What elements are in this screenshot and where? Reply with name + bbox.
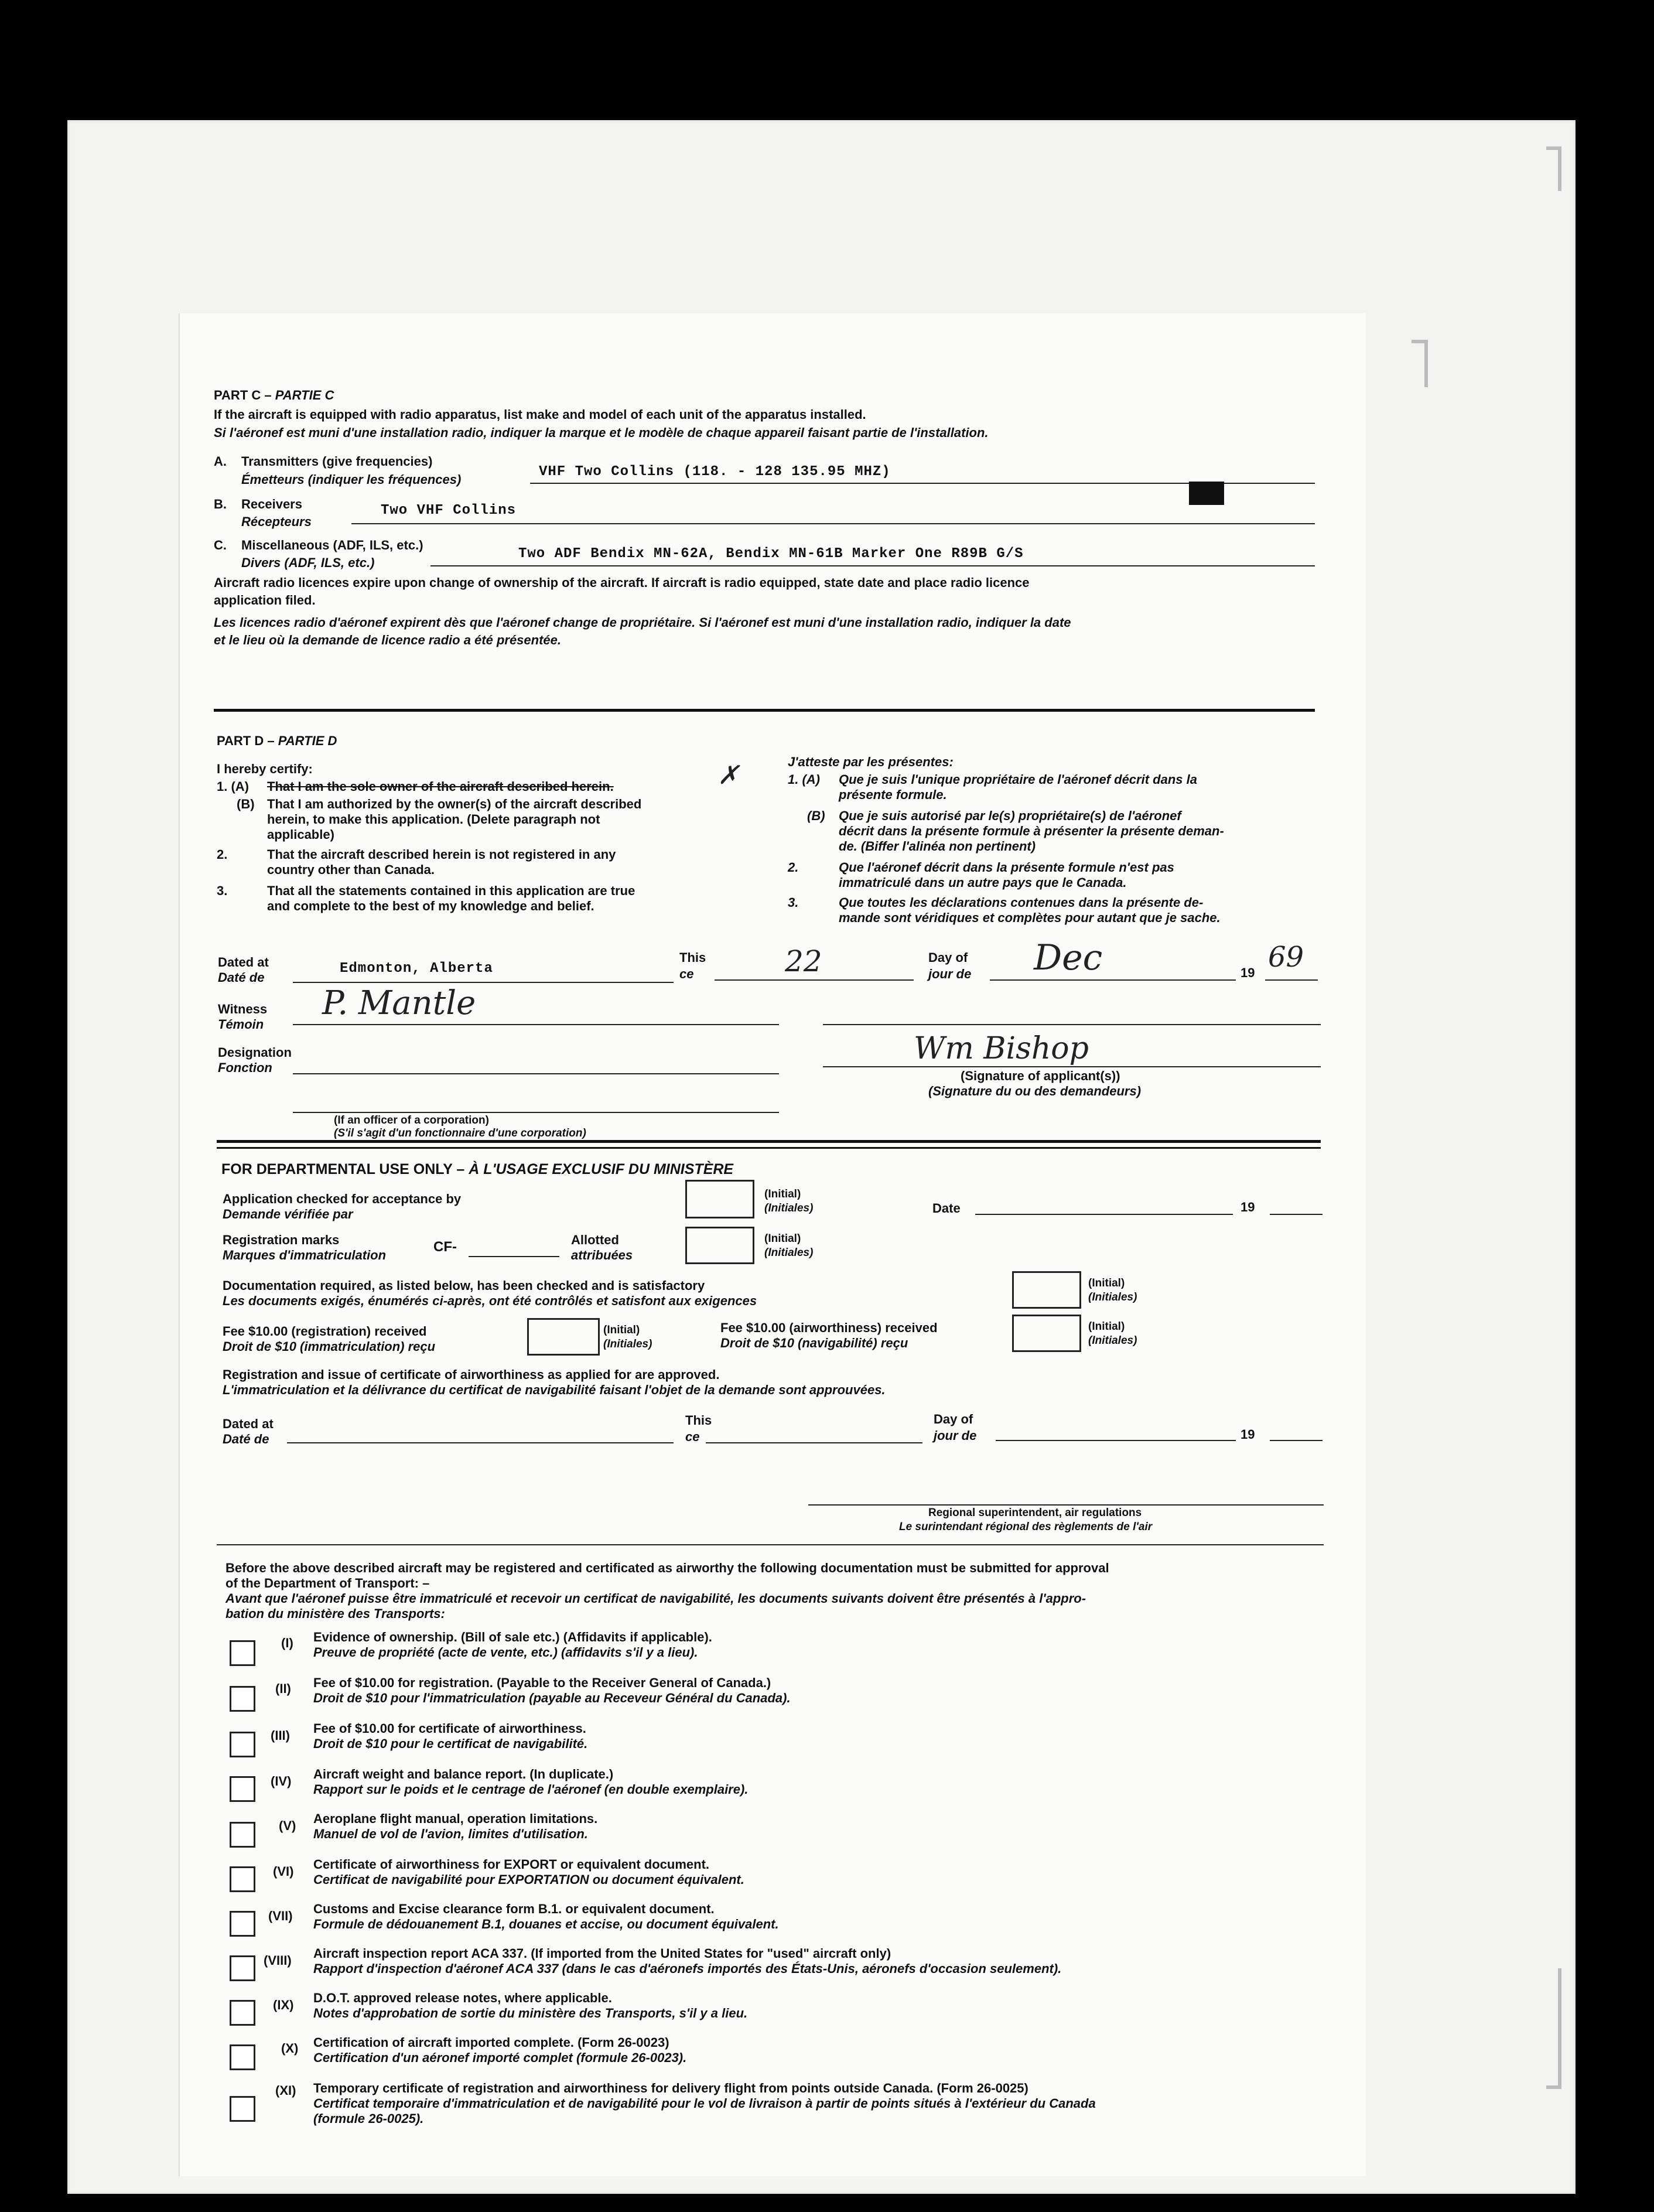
fee-reg-initial-en: (Initial)	[603, 1324, 640, 1336]
day-field[interactable]: 22	[785, 944, 822, 978]
departmental-divider	[217, 1544, 1324, 1545]
designation-line	[293, 1073, 779, 1074]
dated-at-line	[293, 982, 674, 983]
doc-item-6-fr: Certificat de navigabilité pour EXPORTATION ou document équivalent.	[313, 1872, 744, 1887]
docs-label-en: Documentation required, as listed below, has been checked and is satisfactory	[223, 1278, 705, 1293]
reg-marks-label-en: Registration marks	[223, 1233, 340, 1247]
part-c-b-label-fr: Récepteurs	[241, 514, 312, 529]
doc-item-10-fr: Certification d'un aéronef importé complet (formule 26-0023).	[313, 2050, 687, 2065]
doc-item-8-num: (VIII)	[264, 1953, 292, 1968]
month-line	[990, 979, 1236, 981]
checkbox-item-9[interactable]	[230, 2000, 255, 2026]
approval-fr: L'immatriculation et la délivrance du certificat de navigabilité faisant l'objet de la demande sont approuvées.	[223, 1383, 886, 1397]
signature-caption-en: (Signature of applicant(s))	[961, 1069, 1120, 1083]
documentation-intro-en-2: of the Department of Transport: –	[225, 1576, 430, 1590]
checked-label-en: Application checked for acceptance by	[223, 1192, 462, 1206]
doc-item-1-num: (I)	[281, 1636, 293, 1650]
day-of-label-fr: jour de	[928, 967, 972, 981]
fee-reg-label-en: Fee $10.00 (registration) received	[223, 1324, 427, 1339]
part-c-a-label-en: Transmitters (give frequencies)	[241, 454, 433, 469]
fee-air-label-en: Fee $10.00 (airworthiness) received	[720, 1320, 938, 1335]
en-2-num: 2.	[217, 847, 228, 862]
signature-caption-fr: (Signature du ou des demandeurs)	[928, 1084, 1142, 1098]
fr-1b-num: (B)	[807, 808, 825, 823]
doc-item-7-fr: Formule de dédouanement B.1, douanes et accise, ou document équivalent.	[313, 1917, 779, 1931]
dept-day-line	[706, 1442, 922, 1443]
dept-day-of-fr: jour de	[934, 1428, 977, 1443]
part-d-heading: PART D – PARTIE D	[217, 733, 337, 748]
doc-item-7-en: Customs and Excise clearance form B.1. or equivalent document.	[313, 1902, 715, 1916]
receivers-line	[351, 523, 1315, 524]
approval-en: Registration and issue of certificate of airworthiness as applied for are approved.	[223, 1367, 720, 1382]
this-label-fr: ce	[679, 967, 694, 981]
doc-item-8-fr: Rapport d'inspection d'aéronef ACA 337 (dans le cas d'aéronefs importés des États-Unis, aéronefs d'occasion seulement).	[313, 1961, 1062, 1976]
certify-fr: J'atteste par les présentes:	[788, 755, 954, 769]
en-1b-num: (B)	[237, 797, 255, 811]
checkbox-item-4[interactable]	[230, 1776, 255, 1802]
fr-1a-num: 1. (A)	[788, 772, 820, 787]
fee-reg-initial-fr: (Initiales)	[603, 1338, 652, 1350]
docs-label-fr: Les documents exigés, énumérés ci-après, ont été contrôlés et satisfont aux exigences	[223, 1293, 757, 1308]
part-c-heading: PART C – PARTIE C	[214, 388, 334, 402]
en-3-num: 3.	[217, 883, 228, 898]
checkbox-item-7[interactable]	[230, 1911, 255, 1937]
receivers-field[interactable]: Two VHF Collins	[381, 503, 517, 518]
fr-1a-2: présente formule.	[839, 787, 947, 802]
part-d-divider-1	[217, 1140, 1321, 1143]
en-1b-3: applicable)	[267, 827, 334, 842]
designation-label-en: Designation	[218, 1045, 292, 1060]
doc-item-4-fr: Rapport sur le poids et le centrage de l'aéronef (en double exemplaire).	[313, 1782, 749, 1797]
bracket-mark-top-right	[1546, 146, 1561, 191]
doc-item-3-en: Fee of $10.00 for certificate of airworthiness.	[313, 1721, 586, 1736]
en-1a-num: 1. (A)	[217, 779, 249, 794]
doc-item-3-fr: Droit de $10 pour le certificat de navigabilité.	[313, 1736, 588, 1751]
fee-air-initial-fr: (Initiales)	[1088, 1334, 1137, 1347]
fee-reg-label-fr: Droit de $10 (immatriculation) reçu	[223, 1339, 436, 1354]
docs-initial-fr: (Initiales)	[1088, 1291, 1137, 1303]
checked-initial-box[interactable]	[685, 1180, 754, 1218]
doc-item-11-num: (XI)	[275, 2083, 296, 2098]
fr-3-2: mande sont véridiques et complètes pour autant que je sache.	[839, 910, 1221, 925]
en-3-1: That all the statements contained in this application are true	[267, 883, 635, 898]
allotted-initial-en: (Initial)	[764, 1233, 801, 1245]
miscellaneous-field[interactable]: Two ADF Bendix MN-62A, Bendix MN-61B Marker One R89B G/S	[518, 546, 1024, 562]
dept-month-line	[996, 1440, 1236, 1441]
part-c-a-label-fr: Émetteurs (indiquer les fréquences)	[241, 472, 462, 487]
en-1b-2: herein, to make this application. (Delete paragraph not	[267, 812, 600, 827]
doc-item-11-fr-2: (formule 26-0025).	[313, 2111, 424, 2126]
checkbox-item-2[interactable]	[230, 1686, 255, 1712]
part-c-divider	[214, 709, 1315, 712]
part-c-a-letter: A.	[214, 454, 227, 469]
applicant-line-2	[823, 1066, 1321, 1067]
allotted-initial-fr: (Initiales)	[764, 1247, 814, 1259]
superintendent-caption-fr: Le surintendant régional des règlements de l'air	[899, 1521, 1153, 1533]
part-c-intro-fr: Si l'aéronef est muni d'une installation radio, indiquer la marque et le modèle de chaque appareil faisant partie de l'installation.	[214, 425, 989, 440]
designation-label-fr: Fonction	[218, 1060, 272, 1075]
allotted-initial-box[interactable]	[685, 1227, 754, 1264]
part-c-c-label-fr: Divers (ADF, ILS, etc.)	[241, 555, 375, 570]
officer-caption-fr: (S'il s'agit d'un fonctionnaire d'une corporation)	[334, 1127, 586, 1139]
checkbox-item-5[interactable]	[230, 1822, 255, 1848]
documentation-intro-fr-1: Avant que l'aéronef puisse être immatriculé et recevoir un certificat de navigabilité, les documents suivants doivent être présentés à l'appro-	[225, 1591, 1086, 1606]
doc-item-1-en: Evidence of ownership. (Bill of sale etc.) (Affidavits if applicable).	[313, 1630, 712, 1644]
checkbox-item-10[interactable]	[230, 2044, 255, 2070]
transmitters-field[interactable]: VHF Two Collins (118. - 128 135.95 MHZ)	[539, 464, 891, 480]
fee-air-label-fr: Droit de $10 (navigabilité) reçu	[720, 1336, 908, 1350]
doc-item-10-en: Certification of aircraft imported complete. (Form 26-0023)	[313, 2035, 669, 2050]
fr-3-1: Que toutes les déclarations contenues dans la présente de-	[839, 895, 1204, 910]
applicant-line-1	[823, 1024, 1321, 1025]
miscellaneous-line	[430, 565, 1315, 566]
doc-item-9-num: (IX)	[273, 1998, 294, 2012]
this-label-en: This	[679, 950, 706, 965]
checked-date-label: Date	[932, 1201, 961, 1216]
fr-2-2: immatriculé dans un autre pays que le Canada.	[839, 875, 1127, 890]
radio-licence-note-fr-2: et le lieu où la demande de licence radio a été présentée.	[214, 633, 562, 647]
doc-item-1-fr: Preuve de propriété (acte de vente, etc.) (affidavits s'il y a lieu).	[313, 1645, 698, 1660]
dept-this-en: This	[685, 1413, 712, 1428]
doc-item-11-en: Temporary certificate of registration and airworthiness for delivery flight from points outside Canada. (Form 26-0025)	[313, 2081, 1028, 2095]
doc-item-9-fr: Notes d'approbation de sortie du ministère des Transports, s'il y a lieu.	[313, 2006, 748, 2020]
dept-dated-at-fr: Daté de	[223, 1432, 269, 1446]
en-2-2: country other than Canada.	[267, 862, 435, 877]
doc-item-9-en: D.O.T. approved release notes, where applicable.	[313, 1991, 612, 2005]
dated-at-label-fr: Daté de	[218, 970, 265, 985]
checked-year-line	[1270, 1214, 1322, 1215]
checkbox-item-1[interactable]	[230, 1640, 255, 1666]
radio-licence-note-en-2: application filed.	[214, 593, 316, 607]
fr-2-num: 2.	[788, 860, 799, 875]
reg-marks-label-fr: Marques d'immatriculation	[223, 1248, 387, 1262]
doc-item-4-en: Aircraft weight and balance report. (In duplicate.)	[313, 1767, 614, 1781]
witness-signature[interactable]: P. Mantle	[322, 984, 476, 1022]
fr-1b-1: Que je suis autorisé par le(s) propriétaire(s) de l'aéronef	[839, 808, 1181, 823]
radio-licence-note-en-1: Aircraft radio licences expire upon change of ownership of the aircraft. If aircraft is radio equipped, state date and place radio licence	[214, 575, 1030, 590]
day-of-label-en: Day of	[928, 950, 968, 965]
bracket-mark-right-top	[1546, 1968, 1561, 2089]
doc-item-2-num: (II)	[275, 1681, 291, 1696]
doc-item-5-fr: Manuel de vol de l'avion, limites d'utilisation.	[313, 1827, 588, 1841]
checkbox-item-6[interactable]	[230, 1866, 255, 1892]
part-d-divider-2	[217, 1147, 1321, 1149]
checked-initial-en: (Initial)	[764, 1188, 801, 1200]
witness-line	[293, 1024, 779, 1025]
day-line	[715, 979, 914, 981]
doc-item-10-num: (X)	[281, 2041, 299, 2056]
dept-day-of-en: Day of	[934, 1412, 973, 1426]
dept-dated-at-line	[287, 1442, 674, 1443]
dated-at-label-en: Dated at	[218, 955, 269, 970]
cf-prefix: CF-	[433, 1239, 457, 1255]
documentation-intro-en-1: Before the above described aircraft may be registered and certificated as airworthy the following documentation must be submitted for approval	[225, 1561, 1109, 1575]
checkbox-item-8[interactable]	[230, 1955, 255, 1981]
fr-1b-2: décrit dans la présente formule à présenter la présente deman-	[839, 824, 1224, 838]
doc-item-3-num: (III)	[271, 1728, 290, 1743]
part-c-c-letter: C.	[214, 538, 227, 552]
dated-at-field[interactable]: Edmonton, Alberta	[340, 961, 493, 977]
part-c-c-label-en: Miscellaneous (ADF, ILS, etc.)	[241, 538, 423, 552]
doc-item-5-en: Aeroplane flight manual, operation limitations.	[313, 1811, 598, 1826]
en-2-1: That the aircraft described herein is not registered in any	[267, 847, 616, 862]
doc-item-6-en: Certificate of airworthiness for EXPORT or equivalent document.	[313, 1857, 710, 1872]
applicant-signature[interactable]: Wm Bishop	[914, 1031, 1089, 1066]
en-1b-1: That I am authorized by the owner(s) of the aircraft described	[267, 797, 642, 811]
doc-item-2-en: Fee of $10.00 for registration. (Payable to the Receiver General of Canada.)	[313, 1675, 771, 1690]
fr-1a-1: Que je suis l'unique propriétaire de l'aéronef décrit dans la	[839, 772, 1197, 787]
checkbox-item-3[interactable]	[230, 1732, 255, 1757]
part-c-b-label-en: Receivers	[241, 497, 302, 511]
checked-date-line	[975, 1214, 1233, 1215]
fee-air-initial-box[interactable]	[1012, 1315, 1081, 1352]
officer-caption-en: (If an officer of a corporation)	[334, 1114, 489, 1127]
departmental-heading: FOR DEPARTMENTAL USE ONLY – À L'USAGE EXCLUSIF DU MINISTÈRE	[221, 1161, 734, 1177]
part-c-intro-en: If the aircraft is equipped with radio apparatus, list make and model of each unit of the apparatus installed.	[214, 407, 866, 422]
year-field[interactable]: 69	[1268, 941, 1304, 974]
dept-year-line	[1270, 1440, 1322, 1441]
certify-en: I hereby certify:	[217, 762, 313, 776]
reg-marks-line	[469, 1256, 559, 1257]
dept-dated-at-en: Dated at	[223, 1416, 274, 1431]
bracket-mark-upper-right	[1412, 340, 1428, 387]
dept-this-fr: ce	[685, 1429, 700, 1444]
superintendent-caption-en: Regional superintendent, air regulations	[928, 1507, 1142, 1519]
dept-year-prefix: 19	[1240, 1427, 1255, 1442]
year-line	[1265, 979, 1318, 981]
en-1a-struck: That I am the sole owner of the aircraft described herein.	[267, 779, 614, 794]
part-c-b-letter: B.	[214, 497, 227, 511]
doc-item-4-num: (IV)	[271, 1774, 292, 1788]
en-3-2: and complete to the best of my knowledge and belief.	[267, 899, 594, 913]
documentation-intro-fr-2: bation du ministère des Transports:	[225, 1606, 445, 1621]
checked-label-fr: Demande vérifiée par	[223, 1207, 353, 1221]
docs-initial-box[interactable]	[1012, 1271, 1081, 1309]
doc-item-8-en: Aircraft inspection report ACA 337. (If imported from the United States for "used" aircraft only)	[313, 1946, 891, 1961]
fr-2-1: Que l'aéronef décrit dans la présente formule n'est pas	[839, 860, 1174, 875]
docs-initial-en: (Initial)	[1088, 1277, 1125, 1289]
fr-1b-3: de. (Biffer l'alinéa non pertinent)	[839, 839, 1036, 854]
witness-label-en: Witness	[218, 1002, 268, 1016]
year-prefix: 19	[1240, 965, 1255, 980]
witness-label-fr: Témoin	[218, 1017, 264, 1032]
redaction-mark	[1189, 482, 1224, 505]
doc-item-6-num: (VI)	[273, 1864, 294, 1879]
fr-3-num: 3.	[788, 895, 799, 910]
radio-licence-note-fr-1: Les licences radio d'aéronef expirent dès que l'aéronef change de propriétaire. Si l'aéronef est muni d'une installation radio, indiquer la date	[214, 615, 1071, 630]
doc-item-7-num: (VII)	[268, 1909, 293, 1923]
superintendent-signature-line	[808, 1504, 1324, 1506]
strike-initial-mark: ✗	[717, 760, 739, 790]
fee-reg-initial-box[interactable]	[527, 1318, 600, 1356]
checkbox-item-11[interactable]	[230, 2096, 255, 2122]
doc-item-5-num: (V)	[279, 1818, 296, 1833]
checked-initial-fr: (Initiales)	[764, 1202, 814, 1214]
fee-air-initial-en: (Initial)	[1088, 1320, 1125, 1333]
allotted-label-fr: attribuées	[571, 1248, 633, 1262]
allotted-label-en: Allotted	[571, 1233, 619, 1247]
checked-year-prefix: 19	[1240, 1200, 1255, 1214]
doc-item-2-fr: Droit de $10 pour l'immatriculation (payable au Receveur Général du Canada).	[313, 1691, 791, 1705]
month-field[interactable]: Dec	[1034, 937, 1103, 978]
officer-line	[293, 1112, 779, 1113]
doc-item-11-fr: Certificat temporaire d'immatriculation et de navigabilité pour le vol de livraison à partir de points situés à l'extérieur du Canada	[313, 2096, 1096, 2111]
